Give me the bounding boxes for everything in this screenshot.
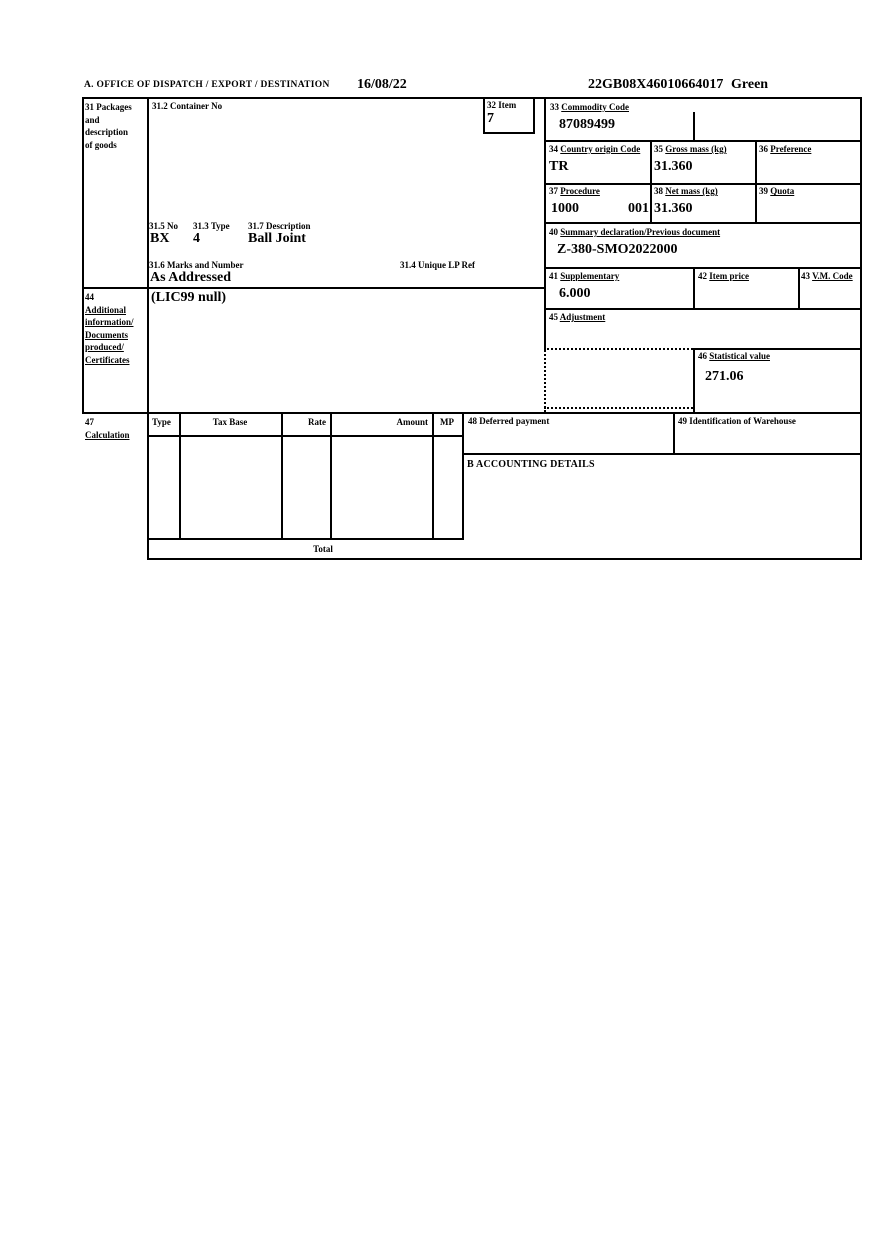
box31-7-description-label: 31.7 Description: [248, 221, 311, 231]
form-border-line: [82, 287, 546, 289]
form-border-line: [281, 412, 283, 538]
box31-2-container-label: 31.2 Container No: [152, 101, 223, 111]
form-border-line: [860, 97, 862, 560]
box32-item-value: 7: [487, 111, 494, 126]
box44-additional-info-value: (LIC99 null): [151, 290, 227, 305]
col-header-type: Type: [152, 417, 171, 427]
route-status: Green: [731, 77, 769, 92]
movement-reference-number: 22GB08X46010664017: [588, 77, 724, 92]
box41-supplementary-value: 6.000: [559, 286, 591, 301]
form-border-line: [798, 267, 800, 308]
box46-statistical-value: 271.06: [705, 369, 744, 384]
form-border-line: [544, 97, 546, 350]
box31-7-description-value: Ball Joint: [248, 231, 306, 246]
dotted-border-line: [544, 407, 693, 409]
form-border-line: [755, 140, 757, 222]
form-border-line: [533, 97, 535, 134]
form-border-line: [179, 412, 181, 538]
box31-4-lp-ref-label: 31.4 Unique LP Ref: [400, 260, 476, 270]
form-border-line: [330, 412, 332, 538]
box42-label: 42 Item price: [698, 271, 749, 281]
form-border-line: [693, 267, 695, 308]
form-border-line: [693, 348, 862, 350]
form-border-line: [147, 435, 464, 437]
form-border-line: [544, 183, 862, 185]
box31-3-type-value: 4: [193, 231, 200, 246]
form-border-line: [673, 412, 675, 453]
form-border-line: [483, 132, 535, 134]
box35-label: 35 Gross mass (kg): [654, 144, 727, 154]
col-header-tax-base: Tax Base: [212, 417, 248, 427]
box34-label: 34 Country origin Code: [549, 144, 641, 154]
form-border-line: [82, 412, 862, 414]
box41-label: 41 Supplementary: [549, 271, 620, 281]
form-border-line: [693, 348, 695, 412]
col-header-amount: Amount: [396, 417, 428, 427]
form-border-line: [483, 97, 485, 134]
box45-label: 45 Adjustment: [549, 312, 606, 322]
box31-6-marks-label: 31.6 Marks and Number: [149, 260, 244, 270]
box38-net-mass-value: 31.360: [654, 201, 693, 216]
box33-commodity-code-value: 87089499: [559, 117, 615, 132]
box48-label: 48 Deferred payment: [468, 416, 550, 426]
box39-label: 39 Quota: [759, 186, 795, 196]
form-border-line: [544, 267, 862, 269]
box37-label: 37 Procedure: [549, 186, 600, 196]
box44-label: 44 Additional information/ Documents produced/ Certificates: [85, 292, 134, 365]
box46-label: 46 Statistical value: [698, 351, 770, 361]
box37-procedure-extra-value: 001: [628, 201, 649, 216]
dotted-border-line: [544, 348, 693, 350]
box34-country-origin-value: TR: [549, 159, 569, 174]
form-border-line: [693, 112, 695, 140]
form-border-line: [544, 222, 862, 224]
box33-label: 33 Commodity Code: [550, 102, 629, 112]
form-border-line: [82, 97, 862, 99]
calculation-total-label: Total: [313, 544, 333, 554]
box40-previous-document-value: Z-380-SMO2022000: [557, 242, 678, 257]
form-border-line: [147, 558, 862, 560]
box36-label: 36 Preference: [759, 144, 812, 154]
box49-label: 49 Identification of Warehouse: [678, 416, 796, 426]
box38-label: 38 Net mass (kg): [654, 186, 718, 196]
form-border-line: [544, 308, 862, 310]
box35-gross-mass-value: 31.360: [654, 159, 693, 174]
acceptance-date: 16/08/22: [357, 77, 407, 92]
box37-procedure-value: 1000: [551, 201, 579, 216]
box47-label: 47 Calculation: [85, 417, 130, 440]
form-border-line: [432, 412, 434, 538]
box43-label: 43 V.M. Code: [801, 271, 853, 281]
accounting-details-title: B ACCOUNTING DETAILS: [467, 459, 595, 470]
dotted-border-line: [544, 350, 546, 412]
form-border-line: [147, 97, 149, 560]
box31-5-no-label: 31.5 No: [149, 221, 178, 231]
box40-label: 40 Summary declaration/Previous document: [549, 227, 721, 237]
box31-3-type-label: 31.3 Type: [193, 221, 230, 231]
form-border-line: [462, 412, 464, 538]
box32-item-label: 32 Item: [487, 100, 517, 110]
box31-label: 31 Packages and description of goods: [85, 102, 132, 150]
office-of-dispatch-label: A. OFFICE OF DISPATCH / EXPORT / DESTINATION: [84, 80, 330, 90]
box31-6-marks-value: As Addressed: [150, 270, 232, 285]
col-header-rate: Rate: [308, 417, 326, 427]
box31-5-no-value: BX: [150, 231, 170, 246]
form-border-line: [650, 140, 652, 222]
form-border-line: [462, 453, 862, 455]
form-border-line: [544, 140, 862, 142]
form-border-line: [147, 538, 464, 540]
form-border-line: [82, 97, 84, 414]
col-header-mp: MP: [440, 417, 454, 427]
